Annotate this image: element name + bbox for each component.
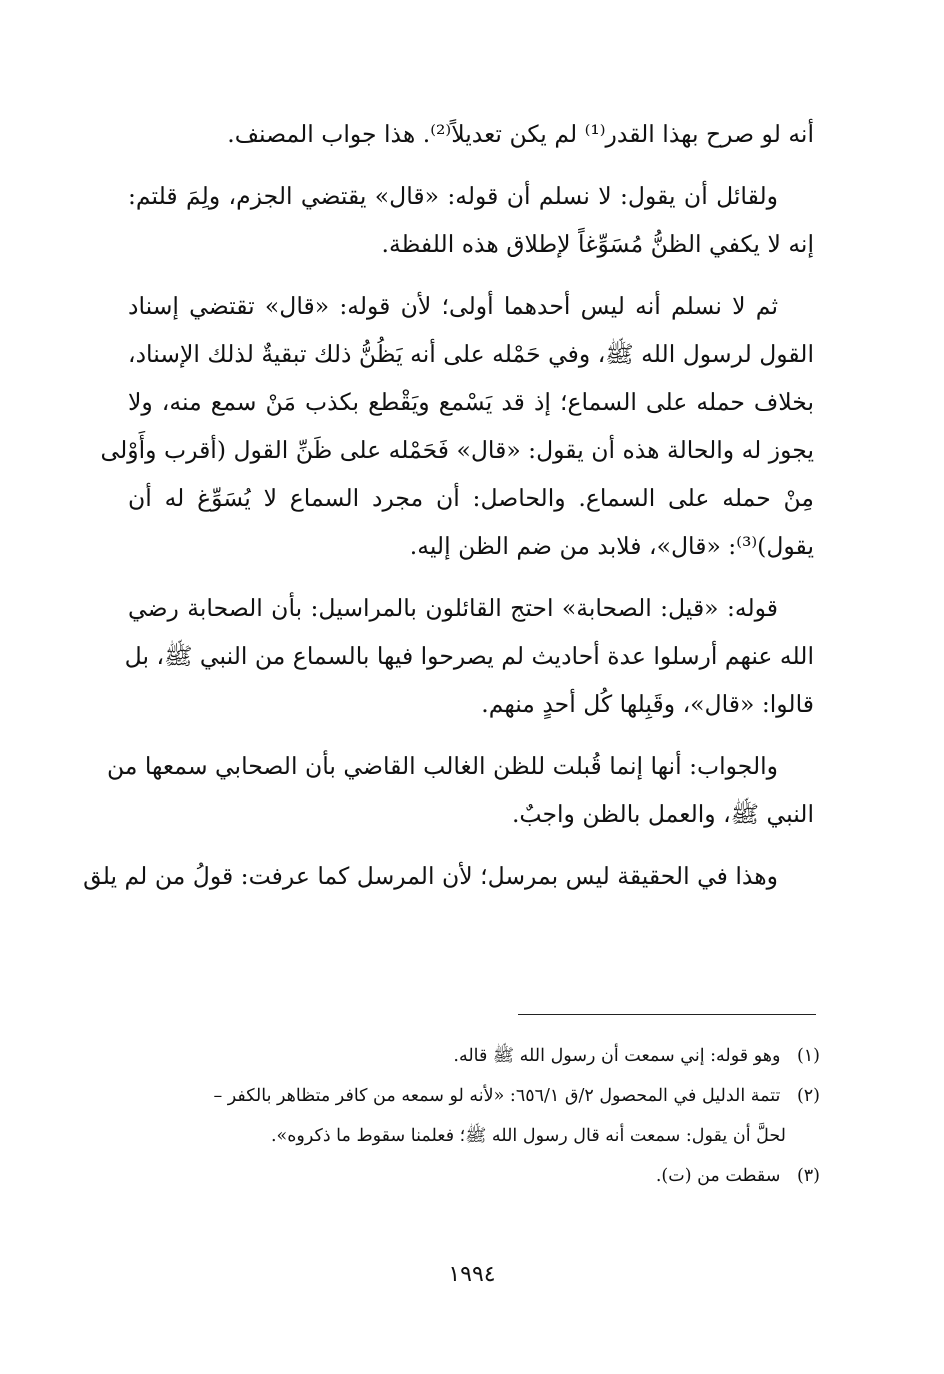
footnote-text: لحلَّ أن يقول: سمعت أنه قال رسول الله ﷺ؛ فعلمنا سقوط ما ذكروه». [270,1126,786,1146]
text-line: إنه لا يكفي الظنُّ مُسَوِّغاً لإطلاق هذه اللفظة. [381,230,814,258]
text-line: بخلاف حمله على السماع؛ إذ قد يَسْمع ويَقْطع بكذب مَنْ سمع منه، ولا [128,388,814,416]
footnote-text: وهو قوله: إني سمعت أن رسول الله ﷺ قاله. [453,1046,781,1066]
paragraph-1 [128,110,814,158]
text-line: قالوا: «قال»، وقَبِلها كُل أحدٍ منهم. [481,690,814,718]
paragraph-2 [128,172,814,268]
text-line: قوله: «قيل: الصحابة» احتج القائلون بالمراسيل: بأن الصحابة رضي [128,594,778,622]
paragraph-4 [124,584,814,728]
footnote-2-continuation [128,1116,820,1156]
text-line: القول لرسول الله ﷺ، وفي حَمْله على أنه يَظُنُّ ذلك تبقيةٌ لذلك الإسناد، [128,340,814,368]
paragraph-3 [100,282,814,570]
footnote-2 [128,1076,820,1116]
footnotes [128,1036,820,1196]
text-line: مِنْ حمله على السماع. والحاصل: أن مجرد السماع لا يُسَوِّغ له أن [128,484,814,512]
footnote-number: (٢) [796,1086,820,1106]
paragraph-5 [106,742,814,838]
footnote-text: تتمة الدليل في المحصول ٢/ق ٦٥٦/١: «لأنه لو سمعه من كافر متظاهر بالكفر – [213,1086,781,1106]
text-line: يقول)⁽³⁾: «قال»، فلابد من ضم الظن إليه. [409,532,814,560]
text-line: النبي ﷺ، والعمل بالظن واجبٌ. [511,800,814,828]
paragraph-6 [83,852,814,900]
footnote-1 [128,1036,820,1076]
footnote-text: سقطت من (ت). [655,1166,781,1186]
footnote-3 [128,1156,820,1196]
text-line: ثم لا نسلم أنه ليس أحدهما أولى؛ لأن قوله: «قال» تقتضي إسناد [128,292,778,320]
text-line: ولقائل أن يقول: لا نسلم أن قوله: «قال» يقتضي الجزم، ولِمَ قلتم: [128,182,778,210]
footnote-number: (١) [796,1046,820,1066]
footnote-separator [518,1014,816,1015]
text-line: وهذا في الحقيقة ليس بمرسل؛ لأن المرسل كما عرفت: قولُ من لم يلق [83,862,778,890]
page-number: ١٩٩٤ [448,1262,496,1287]
text-line: يجوز له والحالة هذه أن يقول: «قال» فَحَمْله على ظَنِّ القول (أقرب وأَوْلى [100,436,814,464]
footnote-number: (٣) [796,1166,820,1186]
text-line: الله عنهم أرسلوا عدة أحاديث لم يصرحوا فيها بالسماع من النبي ﷺ، بل [124,642,814,670]
text-line: والجواب: أنها إنما قُبلت للظن الغالب القاضي بأن الصحابي سمعها من [106,752,778,780]
main-text [83,110,814,900]
text-line: أنه لو صرح بهذا القدر⁽¹⁾ لم يكن تعديلاً⁽²⁾. هذا جواب المصنف. [227,120,814,148]
